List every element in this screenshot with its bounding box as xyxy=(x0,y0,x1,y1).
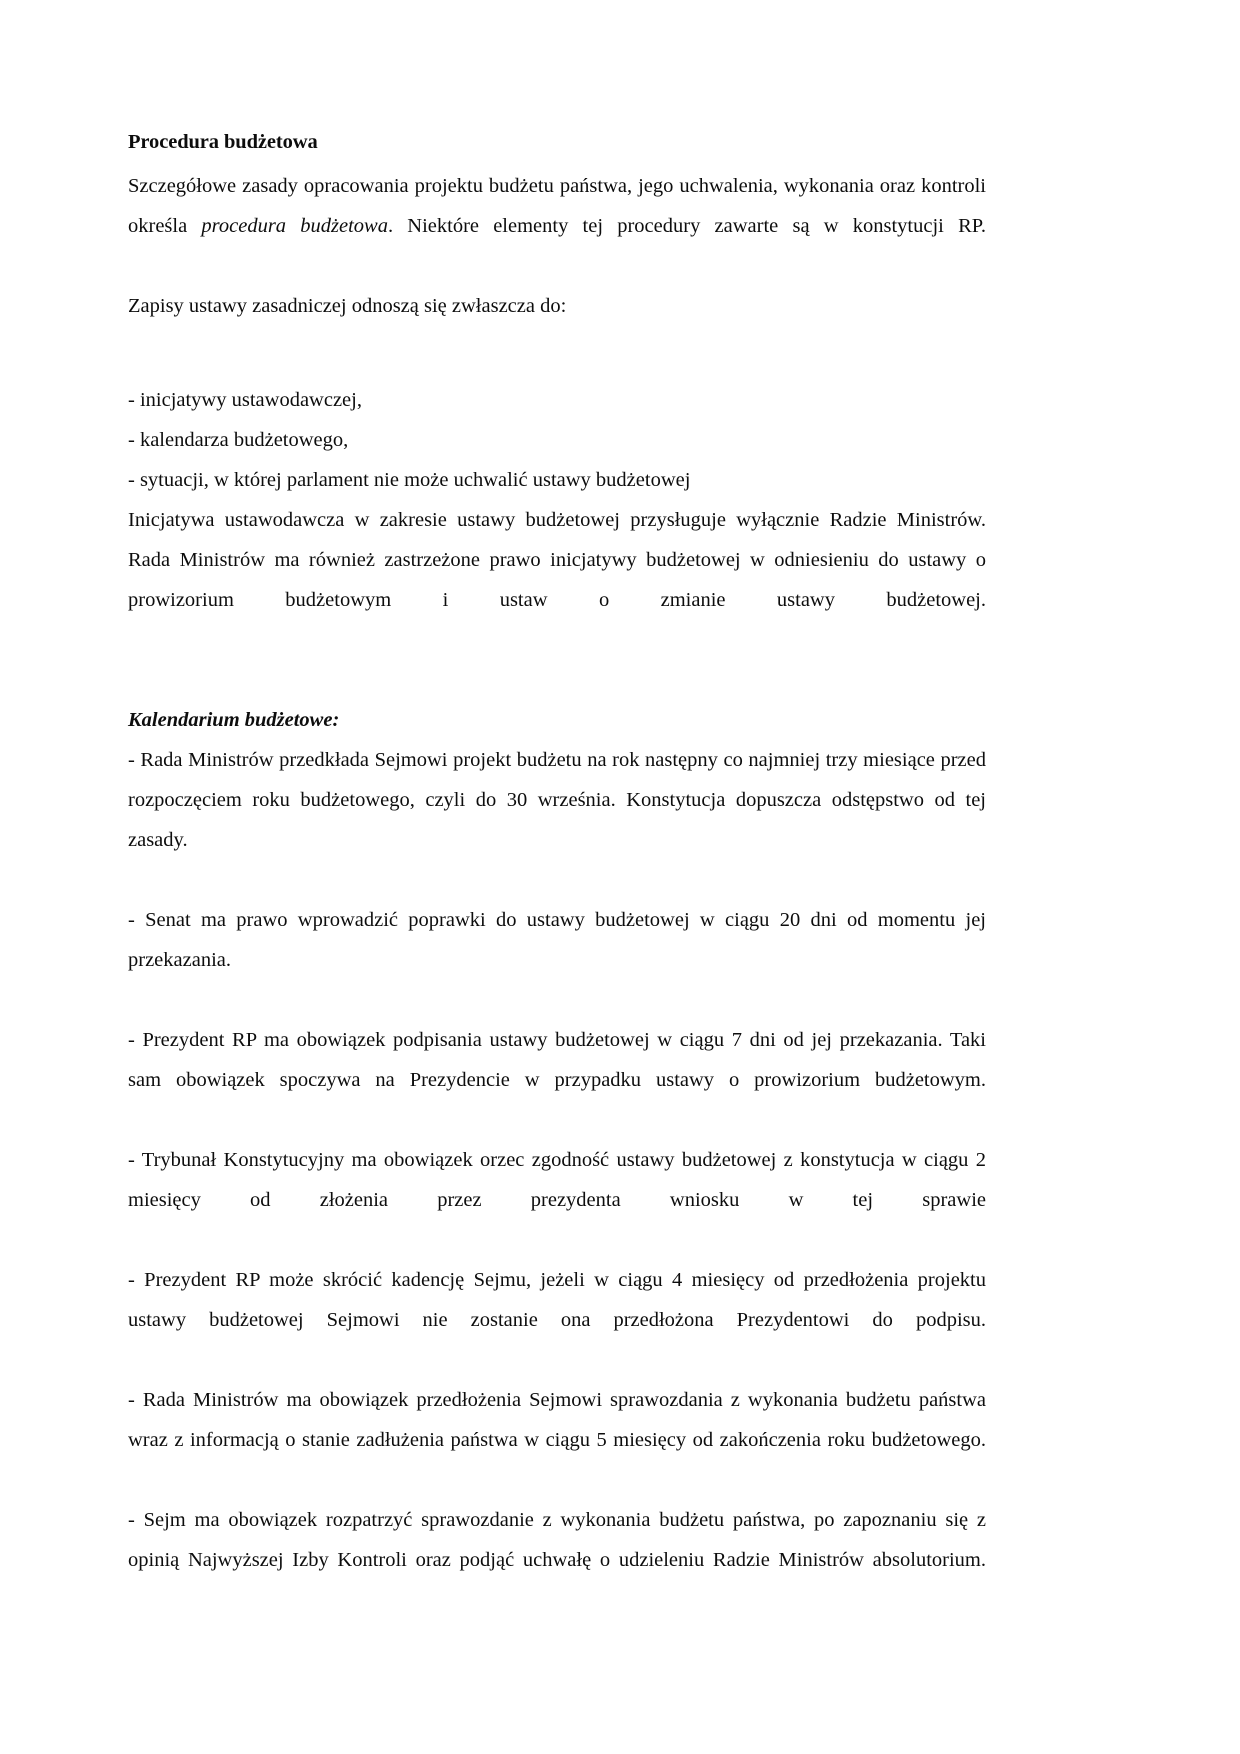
list-item: - kalendarza budżetowego, xyxy=(128,429,349,451)
section-heading-calendar: Kalendarium budżetowe: xyxy=(128,709,340,731)
list-item: - Senat ma prawo wprowadzić poprawki do ustawy budżetowej w ciągu 20 dni od momentu jej przekazania. xyxy=(128,909,986,971)
intro-emphasis: procedura budżetowa xyxy=(201,215,388,237)
list-item: - Sejm ma obowiązek rozpatrzyć sprawozdanie z wykonania budżetu państwa, po zapoznaniu się z opinią Najwyższej Izby Kontroli oraz podjąć uchwałę o udzieleniu Radzie Ministrów absolutorium. xyxy=(128,1509,986,1571)
list-item: - sytuacji, w której parlament nie może uchwalić ustawy budżetowej xyxy=(128,469,691,491)
list-item: - inicjatywy ustawodawczej, xyxy=(128,389,362,411)
intro-paragraph xyxy=(128,166,986,286)
constitution-lead-in: Zapisy ustawy zasadniczej odnoszą się zwłaszcza do: xyxy=(128,295,567,317)
intro-text-after-italic: . Niektóre elementy tej procedury zawarte są w konstytucji RP. xyxy=(387,215,986,237)
section-spacer xyxy=(128,660,986,700)
list-item: - Prezydent RP może skrócić kadencję Sejmu, jeżeli w ciągu 4 miesięcy od przedłożenia projektu ustawy budżetowej Sejmowi nie zostanie ona przedłożona Prezydentowi do podpisu. xyxy=(128,1269,986,1331)
page-title: Procedura budżetowa xyxy=(128,131,318,153)
list-item: - Rada Ministrów ma obowiązek przedłożenia Sejmowi sprawozdania z wykonania budżetu państwa wraz z informacją o stanie zadłużenia państwa w ciągu 5 miesięcy od zakończenia roku budżetowego. xyxy=(128,1389,986,1451)
initiative-paragraph: Inicjatywa ustawodawcza w zakresie ustawy budżetowej przysługuje wyłącznie Radzie Ministrów. Rada Ministrów ma również zastrzeżone prawo inicjatywy budżetowej w odniesieniu do ustawy o prowizorium budżetowym i ustaw o zmianie ustawy budżetowej. xyxy=(128,509,986,611)
document-body xyxy=(128,122,986,1620)
section-spacer xyxy=(128,326,986,380)
intro-text-before-italic: Szczegółowe zasady opracowania projektu budżetu państwa, jego uchwalenia, wykonania oraz kontroli określa xyxy=(128,175,986,237)
list-item: - Trybunał Konstytucyjny ma obowiązek orzec zgodność ustawy budżetowej z konstytucja w ciągu 2 miesięcy od złożenia przez prezydenta wniosku w tej sprawie xyxy=(128,1149,986,1211)
list-item: - Prezydent RP ma obowiązek podpisania ustawy budżetowej w ciągu 7 dni od jej przekazania. Taki sam obowiązek spoczywa na Prezydencie w przypadku ustawy o prowizorium budżetowym. xyxy=(128,1029,986,1091)
list-item: - Rada Ministrów przedkłada Sejmowi projekt budżetu na rok następny co najmniej trzy miesiące przed rozpoczęciem roku budżetowego, czyli do 30 września. Konstytucja dopuszcza odstępstwo od tej zasady. xyxy=(128,749,986,851)
